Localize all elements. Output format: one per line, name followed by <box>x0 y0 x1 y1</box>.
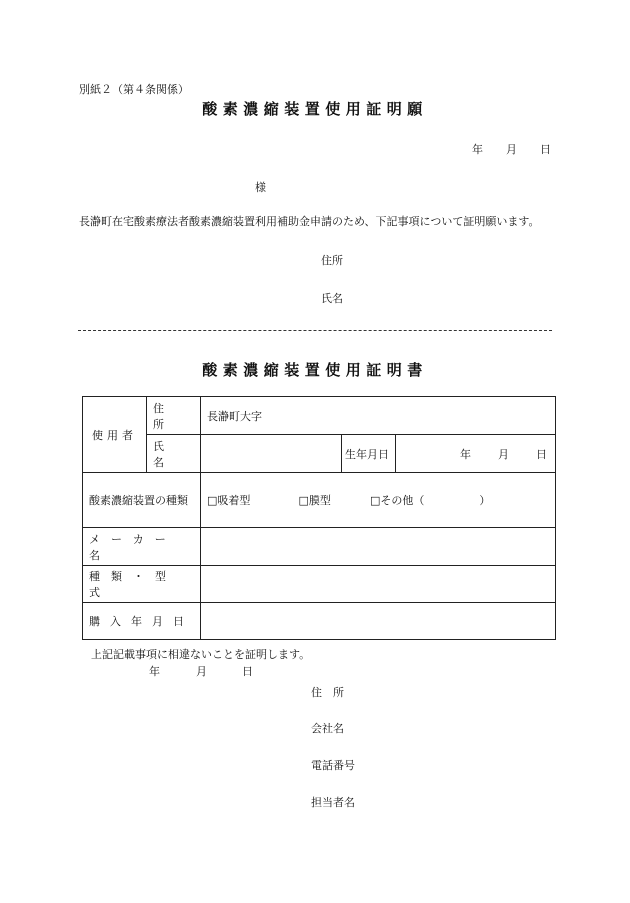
address-value[interactable]: 長瀞町大字 <box>201 397 556 435</box>
certificate-title: 酸素濃縮装置使用証明書 <box>202 361 428 379</box>
user-header: 使用者 <box>83 397 147 473</box>
address-label <box>153 400 194 432</box>
request-date-month: 月 <box>506 143 517 156</box>
request-name-label: 氏名 <box>321 292 343 305</box>
footer-person-label: 担当者名 <box>311 796 355 809</box>
request-date-day: 日 <box>540 143 551 156</box>
name-label-cell <box>147 435 201 473</box>
device-option-other[interactable]: □その他（ ） <box>370 494 491 507</box>
footer-phone-label: 電話番号 <box>311 759 355 772</box>
birth-day: 日 <box>536 447 548 461</box>
footer-date-day: 日 <box>242 665 253 678</box>
request-address-label: 住所 <box>321 254 343 267</box>
model-label: 種類・型式 <box>83 566 201 603</box>
address-label-cell <box>147 397 201 435</box>
device-type-label: 酸素濃縮装置の種類 <box>83 473 201 528</box>
attachment-label: 別紙２（第４条関係） <box>79 83 189 96</box>
table-row <box>83 566 556 603</box>
footer-company-label: 会社名 <box>311 722 344 735</box>
name-value[interactable] <box>201 435 342 473</box>
footer-date-year: 年 <box>149 665 160 678</box>
certificate-table <box>82 396 556 640</box>
maker-label: メーカー名 <box>83 528 201 566</box>
birth-month: 月 <box>498 447 510 461</box>
device-options <box>201 473 556 528</box>
addressee-suffix: 様 <box>255 181 266 194</box>
request-title: 酸素濃縮装置使用証明願 <box>202 100 428 118</box>
name-label: 氏名 <box>153 439 178 469</box>
certify-text: 上記記載事項に相違ないことを証明します。 <box>91 648 311 661</box>
footer-date-month: 月 <box>196 665 207 678</box>
table-row <box>83 528 556 566</box>
address-label-chars: 住所 <box>153 401 178 431</box>
maker-value[interactable] <box>201 528 556 566</box>
table-row <box>83 397 556 435</box>
footer-address-label: 住 所 <box>311 686 344 699</box>
birth-value[interactable] <box>396 435 556 473</box>
birth-label: 生年月日 <box>342 435 396 473</box>
table-row <box>83 435 556 473</box>
model-value[interactable] <box>201 566 556 603</box>
birth-year: 年 <box>460 447 472 461</box>
table-row <box>83 603 556 640</box>
table-row <box>83 473 556 528</box>
purchase-value[interactable] <box>201 603 556 640</box>
purchase-label: 購入年月日 <box>83 603 201 640</box>
cut-line <box>78 330 552 331</box>
device-option-membrane[interactable]: □膜型 <box>298 494 331 507</box>
device-option-adsorption[interactable]: □吸着型 <box>207 494 251 507</box>
request-date-year: 年 <box>472 143 483 156</box>
intro-text: 長瀞町在宅酸素療法者酸素濃縮装置利用補助金申請のため、下記事項について証明願います。 <box>79 215 540 228</box>
